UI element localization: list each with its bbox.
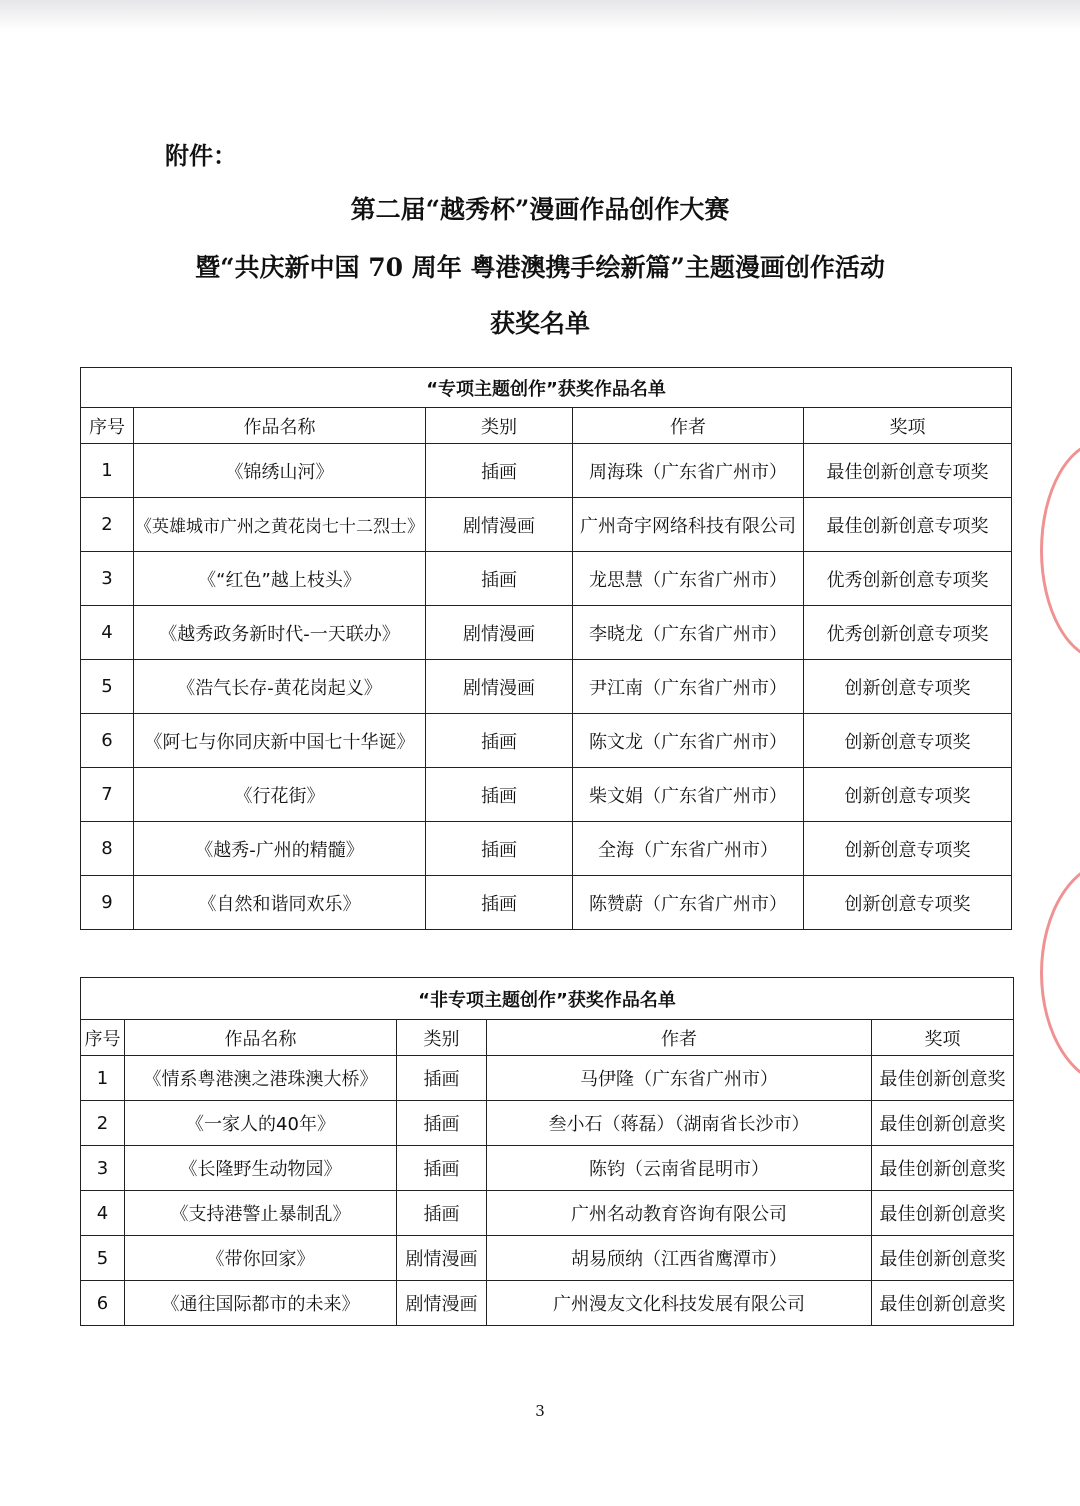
cell-award: 优秀创新创意专项奖 bbox=[804, 606, 1012, 660]
table-caption: “非专项主题创作”获奖作品名单 bbox=[81, 978, 1014, 1020]
table-row bbox=[81, 768, 1012, 822]
table-row bbox=[81, 498, 1012, 552]
cell-author: 叁小石（蒋磊）（湖南省长沙市） bbox=[487, 1101, 872, 1146]
cell-category: 插画 bbox=[426, 768, 573, 822]
table-row bbox=[81, 1146, 1014, 1191]
cell-award: 最佳创新创意奖 bbox=[872, 1056, 1014, 1101]
title-line-1: 第二届“越秀杯”漫画作品创作大赛 bbox=[350, 195, 730, 224]
cell-index: 1 bbox=[81, 1056, 125, 1101]
cell-title: 《通往国际都市的未来》 bbox=[125, 1281, 397, 1326]
table-row bbox=[81, 552, 1012, 606]
cell-title: 《浩气长存-黄花岗起义》 bbox=[134, 660, 426, 714]
cell-award: 最佳创新创意专项奖 bbox=[804, 444, 1012, 498]
cell-award: 优秀创新创意专项奖 bbox=[804, 552, 1012, 606]
header-cell: 作者 bbox=[487, 1020, 872, 1056]
header-cell: 作品名称 bbox=[125, 1020, 397, 1056]
cell-author: 陈文龙（广东省广州市） bbox=[573, 714, 804, 768]
table-row bbox=[81, 1191, 1014, 1236]
table-row bbox=[81, 1236, 1014, 1281]
title-line-2: 暨“共庆新中国 70 周年 粤港澳携手绘新篇”主题漫画创作活动 bbox=[195, 253, 885, 282]
cell-author: 尹江南（广东省广州市） bbox=[573, 660, 804, 714]
table-header-row bbox=[81, 1020, 1014, 1056]
header-cell: 序号 bbox=[81, 408, 134, 444]
cell-category: 剧情漫画 bbox=[397, 1236, 487, 1281]
special-theme-award-table bbox=[80, 367, 1012, 930]
cell-award: 创新创意专项奖 bbox=[804, 822, 1012, 876]
cell-title: 《行花街》 bbox=[134, 768, 426, 822]
cell-title: 《支持港警止暴制乱》 bbox=[125, 1191, 397, 1236]
cell-author: 马伊隆（广东省广州市） bbox=[487, 1056, 872, 1101]
header-cell: 奖项 bbox=[804, 408, 1012, 444]
non-special-theme-award-table bbox=[80, 977, 1014, 1326]
cell-category: 剧情漫画 bbox=[426, 660, 573, 714]
cell-award: 最佳创新创意奖 bbox=[872, 1281, 1014, 1326]
table-row bbox=[81, 606, 1012, 660]
red-seal-stamp-top bbox=[1040, 440, 1080, 661]
cell-award: 创新创意专项奖 bbox=[804, 660, 1012, 714]
cell-award: 创新创意专项奖 bbox=[804, 768, 1012, 822]
cell-title: 《英雄城市广州之黄花岗七十二烈士》 bbox=[134, 498, 426, 552]
cell-category: 插画 bbox=[426, 714, 573, 768]
cell-award: 最佳创新创意奖 bbox=[872, 1101, 1014, 1146]
header-cell: 奖项 bbox=[872, 1020, 1014, 1056]
cell-index: 3 bbox=[81, 1146, 125, 1191]
cell-category: 插画 bbox=[426, 822, 573, 876]
cell-index: 4 bbox=[81, 606, 134, 660]
cell-index: 7 bbox=[81, 768, 134, 822]
table-row bbox=[81, 714, 1012, 768]
cell-title: 《带你回家》 bbox=[125, 1236, 397, 1281]
cell-title: 《越秀-广州的精髓》 bbox=[134, 822, 426, 876]
table-row bbox=[81, 876, 1012, 930]
cell-index: 8 bbox=[81, 822, 134, 876]
cell-index: 1 bbox=[81, 444, 134, 498]
cell-author: 李晓龙（广东省广州市） bbox=[573, 606, 804, 660]
cell-author: 周海珠（广东省广州市） bbox=[573, 444, 804, 498]
cell-title: 《一家人的40年》 bbox=[125, 1101, 397, 1146]
cell-award: 最佳创新创意奖 bbox=[872, 1236, 1014, 1281]
cell-author: 柴文娟（广东省广州市） bbox=[573, 768, 804, 822]
cell-author: 胡易颀纳（江西省鹰潭市） bbox=[487, 1236, 872, 1281]
cell-award: 最佳创新创意专项奖 bbox=[804, 498, 1012, 552]
cell-index: 3 bbox=[81, 552, 134, 606]
cell-title: 《情系粤港澳之港珠澳大桥》 bbox=[125, 1056, 397, 1101]
header-cell: 类别 bbox=[426, 408, 573, 444]
cell-index: 4 bbox=[81, 1191, 125, 1236]
cell-category: 插画 bbox=[397, 1056, 487, 1101]
table-caption: “专项主题创作”获奖作品名单 bbox=[81, 368, 1012, 408]
cell-author: 全海（广东省广州市） bbox=[573, 822, 804, 876]
cell-award: 最佳创新创意奖 bbox=[872, 1191, 1014, 1236]
cell-index: 6 bbox=[81, 714, 134, 768]
cell-award: 最佳创新创意奖 bbox=[872, 1146, 1014, 1191]
cell-title: 《锦绣山河》 bbox=[134, 444, 426, 498]
cell-author: 陈赞蔚（广东省广州市） bbox=[573, 876, 804, 930]
cell-category: 插画 bbox=[397, 1146, 487, 1191]
cell-author: 龙思慧（广东省广州市） bbox=[573, 552, 804, 606]
cell-index: 5 bbox=[81, 1236, 125, 1281]
cell-author: 广州名动教育咨询有限公司 bbox=[487, 1191, 872, 1236]
table-header-row bbox=[81, 408, 1012, 444]
cell-category: 插画 bbox=[426, 444, 573, 498]
cell-award: 创新创意专项奖 bbox=[804, 714, 1012, 768]
cell-category: 插画 bbox=[426, 876, 573, 930]
header-cell: 序号 bbox=[81, 1020, 125, 1056]
cell-category: 剧情漫画 bbox=[426, 606, 573, 660]
cell-title: 《长隆野生动物园》 bbox=[125, 1146, 397, 1191]
cell-index: 2 bbox=[81, 1101, 125, 1146]
cell-category: 插画 bbox=[397, 1191, 487, 1236]
cell-title: 《自然和谐同欢乐》 bbox=[134, 876, 426, 930]
cell-index: 5 bbox=[81, 660, 134, 714]
table-row bbox=[81, 822, 1012, 876]
red-seal-stamp-bottom bbox=[1040, 860, 1080, 1086]
cell-author: 陈钧（云南省昆明市） bbox=[487, 1146, 872, 1191]
table-row bbox=[81, 660, 1012, 714]
cell-title: 《“红色”越上枝头》 bbox=[134, 552, 426, 606]
table-row bbox=[81, 444, 1012, 498]
cell-title: 《越秀政务新时代-一天联办》 bbox=[134, 606, 426, 660]
cell-award: 创新创意专项奖 bbox=[804, 876, 1012, 930]
table-row bbox=[81, 1056, 1014, 1101]
attachment-label: 附件： bbox=[165, 141, 237, 170]
header-cell: 类别 bbox=[397, 1020, 487, 1056]
table-row bbox=[81, 1281, 1014, 1326]
cell-title: 《阿七与你同庆新中国七十华诞》 bbox=[134, 714, 426, 768]
cell-category: 剧情漫画 bbox=[426, 498, 573, 552]
cell-index: 6 bbox=[81, 1281, 125, 1326]
cell-author: 广州漫友文化科技发展有限公司 bbox=[487, 1281, 872, 1326]
title-line-3: 获奖名单 bbox=[489, 309, 590, 338]
cell-index: 9 bbox=[81, 876, 134, 930]
cell-author: 广州奇宇网络科技有限公司 bbox=[573, 498, 804, 552]
table-row bbox=[81, 1101, 1014, 1146]
cell-index: 2 bbox=[81, 498, 134, 552]
cell-category: 插画 bbox=[426, 552, 573, 606]
page-number: 3 bbox=[535, 1402, 545, 1420]
cell-category: 插画 bbox=[397, 1101, 487, 1146]
header-cell: 作者 bbox=[573, 408, 804, 444]
header-cell: 作品名称 bbox=[134, 408, 426, 444]
scan-top-shadow bbox=[0, 0, 1080, 30]
cell-category: 剧情漫画 bbox=[397, 1281, 487, 1326]
